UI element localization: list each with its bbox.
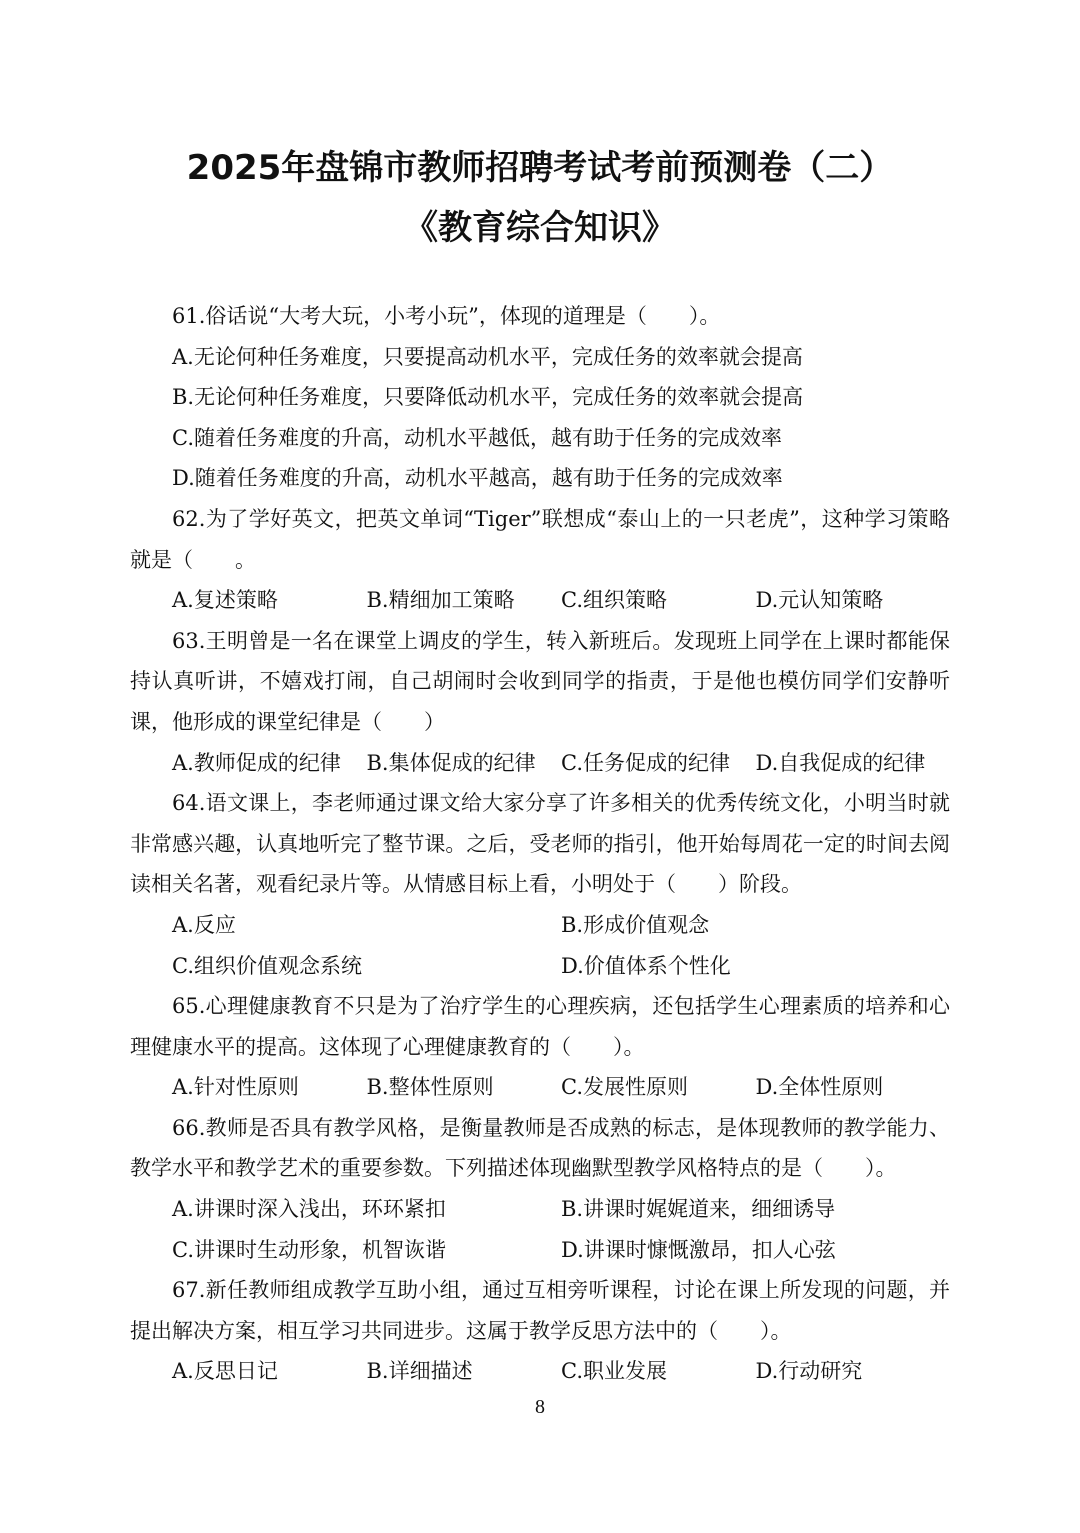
- option: C.发展性原则: [561, 1075, 688, 1100]
- option: D.自我促成的纪律: [755, 750, 926, 775]
- option: B.无论何种任务难度，只要降低动机水平，完成任务的效率就会提高: [172, 385, 804, 410]
- page-subtitle: 《教育综合知识》: [404, 208, 676, 248]
- question-stem: 64.语文课上，李老师通过课文给大家分享了许多相关的优秀传统文化，小明当时就非常感兴趣，认真地听完了整节课。之后，受老师的指引，他开始每周花一定的时间去阅读相关名著，观看纪录片等。从情感目标上看，小明处于（ ）阶段。: [130, 791, 950, 897]
- option-row: [130, 946, 950, 987]
- option: A.复述策略: [172, 588, 278, 613]
- option: A.反思日记: [172, 1359, 278, 1384]
- option-row: [130, 1230, 950, 1271]
- option: A.反应: [172, 912, 236, 937]
- question-stem: 62.为了学好英文，把英文单词“Tiger”联想成“泰山上的一只老虎”，这种学习策略就是（ 。: [130, 506, 950, 572]
- option: C.随着任务难度的升高，动机水平越低，越有助于任务的完成效率: [172, 425, 782, 450]
- option: A.针对性原则: [172, 1075, 299, 1100]
- option: B.精细加工策略: [366, 588, 515, 613]
- option: C.组织价值观念系统: [172, 953, 362, 978]
- option: C.任务促成的纪律: [561, 750, 730, 775]
- option: D.全体性原则: [755, 1075, 884, 1100]
- option: B.整体性原则: [366, 1075, 494, 1100]
- question-list: [130, 296, 950, 1392]
- page-number: 8: [535, 1396, 545, 1418]
- option: A.教师促成的纪律: [172, 750, 341, 775]
- question-stem: 65.心理健康教育不只是为了治疗学生的心理疾病，还包括学生心理素质的培养和心理健康水平的提高。这体现了心理健康教育的（ ）。: [130, 994, 950, 1059]
- question-stem: 63.王明曾是一名在课堂上调皮的学生，转入新班后。发现班上同学在上课时都能保持认真听讲，不嬉戏打闹，自己胡闹时会收到同学的指责，于是他也模仿同学们安静听课，他形成的课堂纪律是（ ）: [130, 628, 950, 734]
- option-row: [130, 1189, 950, 1230]
- option: D.价值体系个性化: [561, 953, 731, 978]
- option: B.形成价值观念: [561, 912, 710, 937]
- option-row: [130, 580, 950, 621]
- option-row: [130, 1067, 950, 1108]
- option: A.讲课时深入浅出，环环紧扣: [172, 1197, 446, 1222]
- option: C.讲课时生动形象，机智诙谐: [172, 1237, 446, 1262]
- question-stem: 67.新任教师组成教学互助小组，通过互相旁听课程，讨论在课上所发现的问题，并提出解决方案，相互学习共同进步。这属于教学反思方法中的（ ）。: [130, 1278, 950, 1343]
- option: A.无论何种任务难度，只要提高动机水平，完成任务的效率就会提高: [172, 344, 803, 369]
- option: C.组织策略: [561, 588, 667, 613]
- page-title: 2025年盘锦市教师招聘考试考前预测卷（二）: [186, 148, 894, 188]
- option: D.元认知策略: [755, 588, 884, 613]
- option-row: [130, 743, 950, 784]
- option: C.职业发展: [561, 1359, 667, 1384]
- option: D.行动研究: [755, 1359, 863, 1384]
- question-stem: 61.俗话说“大考大玩，小考小玩”，体现的道理是（ ）。: [172, 304, 721, 328]
- option: B.集体促成的纪律: [366, 750, 536, 775]
- option: B.讲课时娓娓道来，细细诱导: [561, 1197, 836, 1222]
- option-row: [130, 1351, 950, 1392]
- question-stem: 66.教师是否具有教学风格，是衡量教师是否成熟的标志，是体现教师的教学能力、教学水平和教学艺术的重要参数。下列描述体现幽默型教学风格特点的是（ ）。: [130, 1115, 950, 1181]
- option: D.讲课时慷慨激昂，扣人心弦: [561, 1237, 836, 1262]
- option-row: [130, 905, 950, 946]
- option: B.详细描述: [366, 1359, 473, 1384]
- option: D.随着任务难度的升高，动机水平越高，越有助于任务的完成效率: [172, 466, 783, 491]
